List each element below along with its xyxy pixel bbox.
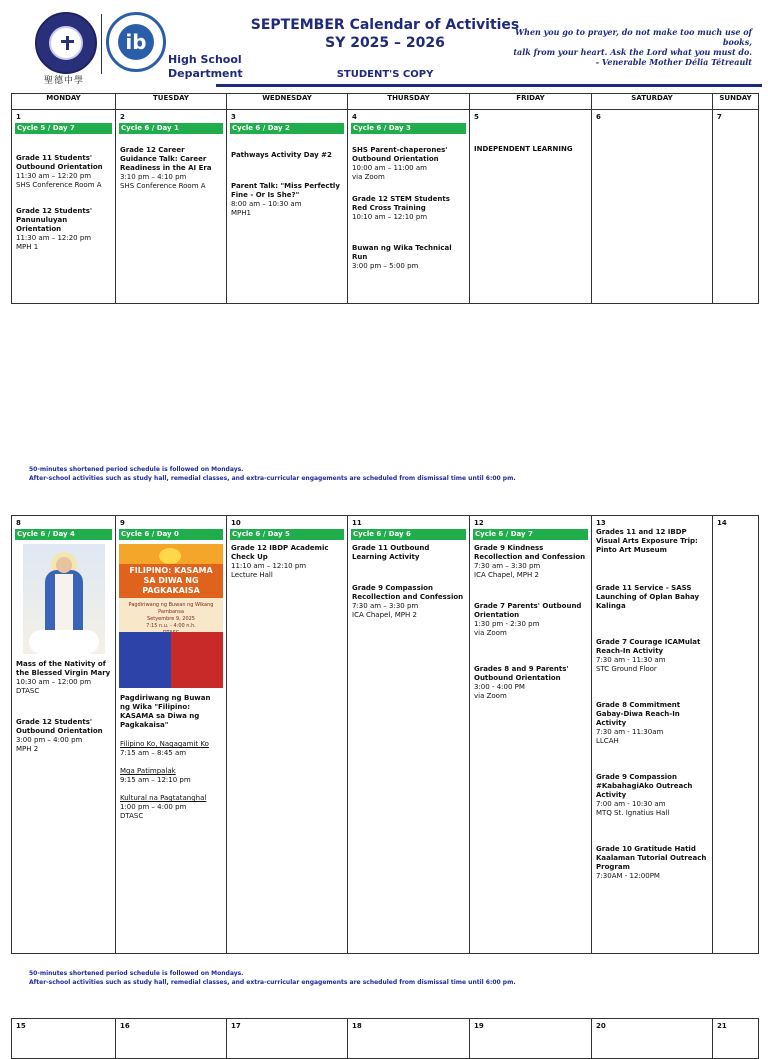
event [227, 151, 347, 160]
event-venue: ICA Chapel, MPH 2 [474, 571, 539, 579]
event-venue: STC Ground Floor [596, 665, 657, 673]
event [470, 544, 591, 580]
sub-event [116, 740, 226, 758]
event-title: Grades 11 and 12 IBDP Visual Arts Exposure Trip: Pinto Art Museum [596, 528, 698, 554]
cycle-label: Cycle 6 / Day 5 [230, 529, 344, 540]
poster-time: 7:15 n.u. - 4:00 n.h. [146, 623, 196, 629]
day-number: 9 [120, 519, 125, 527]
event-title: Grade 12 Students' Panunuluyan Orientation [16, 207, 93, 233]
event-title: Grade 9 Kindness Recollection and Confession [474, 544, 586, 561]
school-chinese-name: 聖德中學 [44, 76, 85, 86]
sub-event-time: 7:15 am – 8:45 am [120, 749, 187, 757]
day-number: 2 [120, 113, 125, 121]
header-rule [216, 84, 762, 87]
event [348, 584, 469, 620]
event [12, 718, 115, 754]
schedule-notes [29, 465, 516, 483]
quote-line2: talk from your heart. Ask the Lord what you must do. [513, 47, 752, 57]
day-cell-2 [116, 110, 227, 304]
event [592, 845, 712, 881]
header-sunday: SUNDAY [713, 94, 759, 110]
event [470, 145, 591, 154]
event-title: Grade 8 Commitment Gabay-Diwa Reach-In Activity [596, 701, 681, 727]
event-venue: MPH 2 [16, 745, 39, 753]
event-title: INDEPENDENT LEARNING [474, 145, 573, 153]
event [227, 182, 347, 218]
calendar-week-1 [11, 93, 759, 304]
event-title: Grade 12 STEM Students Red Cross Training [352, 195, 450, 212]
quote-line1: When you go to prayer, do not make too much use of books, [515, 27, 752, 47]
day-cell-10 [227, 516, 348, 954]
ib-logo [106, 12, 166, 72]
event [116, 146, 226, 191]
event-time: 11:30 am – 12:20 pm [16, 234, 92, 242]
event-time: 1:30 pm - 2:30 pm [474, 620, 540, 628]
event [348, 195, 469, 222]
header-saturday: SATURDAY [592, 94, 713, 110]
event [12, 660, 115, 696]
event-venue: MPH 1 [16, 243, 39, 251]
day-cell-9 [116, 516, 227, 954]
event-title: Buwan ng Wika Technical Run [352, 244, 452, 261]
sub-event-time: 1:00 pm – 4:00 pm [120, 803, 187, 811]
day-number: 15 [16, 1022, 26, 1030]
event [592, 528, 712, 555]
event-time: 7:30AM - 12:00PM [596, 872, 660, 880]
day-number: 20 [596, 1022, 606, 1030]
sub-event [116, 767, 226, 785]
sub-event-venue: DTASC [120, 812, 144, 820]
day-cell-21 [713, 1019, 759, 1059]
event [592, 584, 712, 611]
note-line2: After-school activities such as study hall, remedial classes, and extra-curricular engagements are scheduled from dismissal time until 6:00 pm. [29, 979, 516, 986]
event-title: Grade 9 Compassion Recollection and Confession [352, 584, 464, 601]
header-friday: FRIDAY [470, 94, 592, 110]
day-number: 17 [231, 1022, 241, 1030]
event-time: 3:00 pm – 5:00 pm [352, 262, 419, 270]
event-title: Grade 12 IBDP Academic Check Up [231, 544, 329, 561]
event-venue: via Zoom [474, 629, 507, 637]
cycle-label: Cycle 5 / Day 7 [15, 123, 112, 134]
cycle-label: Cycle 6 / Day 4 [15, 529, 112, 540]
event-time: 10:30 am – 12:00 pm [16, 678, 92, 686]
event-time: 8:00 am – 10:30 am [231, 200, 302, 208]
note-line2: After-school activities such as study hall, remedial classes, and extra-curricular engagements are scheduled from dismissal time until 6:00 pm. [29, 475, 516, 482]
day-number: 11 [352, 519, 362, 527]
event-title: Grade 12 Students' Outbound Orientation [16, 718, 103, 735]
event-time: 7:30 am - 11:30 am [596, 656, 666, 664]
sub-event-time: 9:15 am – 12:10 pm [120, 776, 191, 784]
event-title: Pathways Activity Day #2 [231, 151, 332, 159]
event [348, 244, 469, 271]
event-venue: DTASC [16, 687, 40, 695]
cycle-label: Cycle 6 / Day 3 [351, 123, 466, 134]
poster-title: FILIPINO: KASAMA SA DIWA NG PAGKAKAISA [129, 566, 213, 595]
calendar-week-3 [11, 1018, 759, 1059]
header-wednesday: WEDNESDAY [227, 94, 348, 110]
event-venue: LLCAH [596, 737, 619, 745]
cycle-label: Cycle 6 / Day 2 [230, 123, 344, 134]
event [348, 544, 469, 562]
day-number: 4 [352, 113, 357, 121]
event-title: Pagdiriwang ng Buwan ng Wika "Filipino: KASAMA sa Diwa ng Pagkakaisa" [120, 694, 211, 729]
school-seal-logo [35, 12, 97, 74]
event-title: Grades 8 and 9 Parents' Outbound Orientation [474, 665, 569, 682]
event [470, 602, 591, 638]
day-number: 16 [120, 1022, 130, 1030]
event-venue: MTQ St. Ignatius Hall [596, 809, 670, 817]
department-label [168, 53, 243, 81]
event [12, 207, 115, 252]
day-cell-16 [116, 1019, 227, 1059]
ib-logo-text: ib [118, 24, 154, 60]
day-cell-8 [12, 516, 116, 954]
day-cell-12 [470, 516, 592, 954]
day-number: 12 [474, 519, 484, 527]
event-title: SHS Parent-chaperones' Outbound Orientation [352, 146, 448, 163]
day-cell-15 [12, 1019, 116, 1059]
page-title [250, 16, 520, 52]
day-number: 21 [717, 1022, 727, 1030]
event [348, 146, 469, 182]
day-cell-5 [470, 110, 592, 304]
event-title: Grade 7 Courage ICAMulat Reach-In Activity [596, 638, 701, 655]
day-cell-19 [470, 1019, 592, 1059]
day-cell-17 [227, 1019, 348, 1059]
day-cell-13 [592, 516, 713, 954]
event-venue: via Zoom [352, 173, 385, 181]
event-title: Grade 7 Parents' Outbound Orientation [474, 602, 582, 619]
event [592, 638, 712, 674]
event-venue: SHS Conference Room A [16, 181, 102, 189]
cycle-label: Cycle 6 / Day 6 [351, 529, 466, 540]
cycle-label: Cycle 6 / Day 7 [473, 529, 588, 540]
event-time: 3:00 pm – 4:00 pm [16, 736, 83, 744]
day-cell-1 [12, 110, 116, 304]
event [470, 665, 591, 701]
event-venue: via Zoom [474, 692, 507, 700]
day-number: 5 [474, 113, 479, 121]
copy-label: STUDENT'S COPY [336, 69, 434, 80]
day-cell-7 [713, 110, 759, 304]
day-cell-18 [348, 1019, 470, 1059]
event-venue: SHS Conference Room A [120, 182, 206, 190]
event-time: 10:00 am – 11:00 am [352, 164, 427, 172]
event-title: Grade 11 Service - SASS Launching of Oplan Bahay Kalinga [596, 584, 700, 610]
calendar-week-2 [11, 515, 759, 954]
note-line1: 50-minutes shortened period schedule is followed on Mondays. [29, 970, 244, 977]
poster-subtitle: Pagdiriwang ng Buwan ng Wikang Pambansa [128, 602, 214, 615]
poster-date: Setyembre 9, 2025 [147, 616, 195, 622]
day-cell-11 [348, 516, 470, 954]
cycle-label: Cycle 6 / Day 0 [119, 529, 223, 540]
note-line1: 50-minutes shortened period schedule is followed on Mondays. [29, 466, 244, 473]
event-title: Grade 9 Compassion #KabahagiAko Outreach Activity [596, 773, 693, 799]
event-time: 3:10 pm – 4:10 pm [120, 173, 187, 181]
title-line2: SY 2025 – 2026 [325, 35, 445, 51]
event-time: 11:30 am – 12:20 pm [16, 172, 92, 180]
sub-event-name: Mga Patimpalak [120, 767, 176, 775]
event-time: 7:30 am – 3:30 pm [474, 562, 541, 570]
header-thursday: THURSDAY [348, 94, 470, 110]
department-line1: High School [168, 53, 242, 66]
day-number: 18 [352, 1022, 362, 1030]
event-title: Grade 11 Students' Outbound Orientation [16, 154, 103, 171]
event-time: 3:00 - 4:00 PM [474, 683, 525, 691]
day-number: 6 [596, 113, 601, 121]
event [592, 773, 712, 818]
event [12, 154, 115, 190]
day-cell-14 [713, 516, 759, 954]
sub-event [116, 794, 226, 821]
day-number: 19 [474, 1022, 484, 1030]
department-line2: Department [168, 67, 243, 80]
title-line1: SEPTEMBER Calendar of Activities [250, 17, 520, 33]
day-number: 3 [231, 113, 236, 121]
day-number: 14 [717, 519, 727, 527]
sub-event-name: Kultural na Pagtatanghal [120, 794, 207, 802]
event-title: Parent Talk: "Miss Perfectly Fine - Or Is She?" [231, 182, 340, 199]
schedule-notes [29, 969, 516, 987]
day-cell-20 [592, 1019, 713, 1059]
event [116, 694, 226, 730]
event-time: 7:30 am - 11:30am [596, 728, 664, 736]
event [592, 701, 712, 746]
event-time: 7:00 am - 10:30 am [596, 800, 666, 808]
day-number: 1 [16, 113, 21, 121]
event [227, 544, 347, 580]
header-tuesday: TUESDAY [116, 94, 227, 110]
event-title: Grade 10 Gratitude Hatid Kaalaman Tutorial Outreach Program [596, 845, 707, 871]
day-cell-6 [592, 110, 713, 304]
event-time: 11:10 am – 12:10 pm [231, 562, 307, 570]
quote [500, 27, 752, 67]
event-time: 7:30 am – 3:30 pm [352, 602, 419, 610]
day-number: 8 [16, 519, 21, 527]
day-cell-3 [227, 110, 348, 304]
event-venue: MPH1 [231, 209, 251, 217]
filipino-poster-image [119, 544, 223, 688]
event-title: Grade 11 Outbound Learning Activity [352, 544, 430, 561]
day-number: 13 [596, 519, 606, 527]
header-monday: MONDAY [12, 94, 116, 110]
day-number: 10 [231, 519, 241, 527]
event-venue: Lecture Hall [231, 571, 273, 579]
logo-divider [101, 14, 102, 74]
event-title: Mass of the Nativity of the Blessed Virgin Mary [16, 660, 111, 677]
cycle-label: Cycle 6 / Day 1 [119, 123, 223, 134]
event-venue: ICA Chapel, MPH 2 [352, 611, 417, 619]
sub-event-name: Filipino Ko, Nagagamit Ko [120, 740, 209, 748]
blessed-virgin-mary-image [23, 544, 105, 654]
quote-line3: - Venerable Mother Délia Tétreault [595, 57, 752, 67]
day-cell-4 [348, 110, 470, 304]
event-time: 10:10 am – 12:10 pm [352, 213, 428, 221]
day-number: 7 [717, 113, 722, 121]
event-title: Grade 12 Career Guidance Talk: Career Readiness in the AI Era [120, 146, 212, 172]
